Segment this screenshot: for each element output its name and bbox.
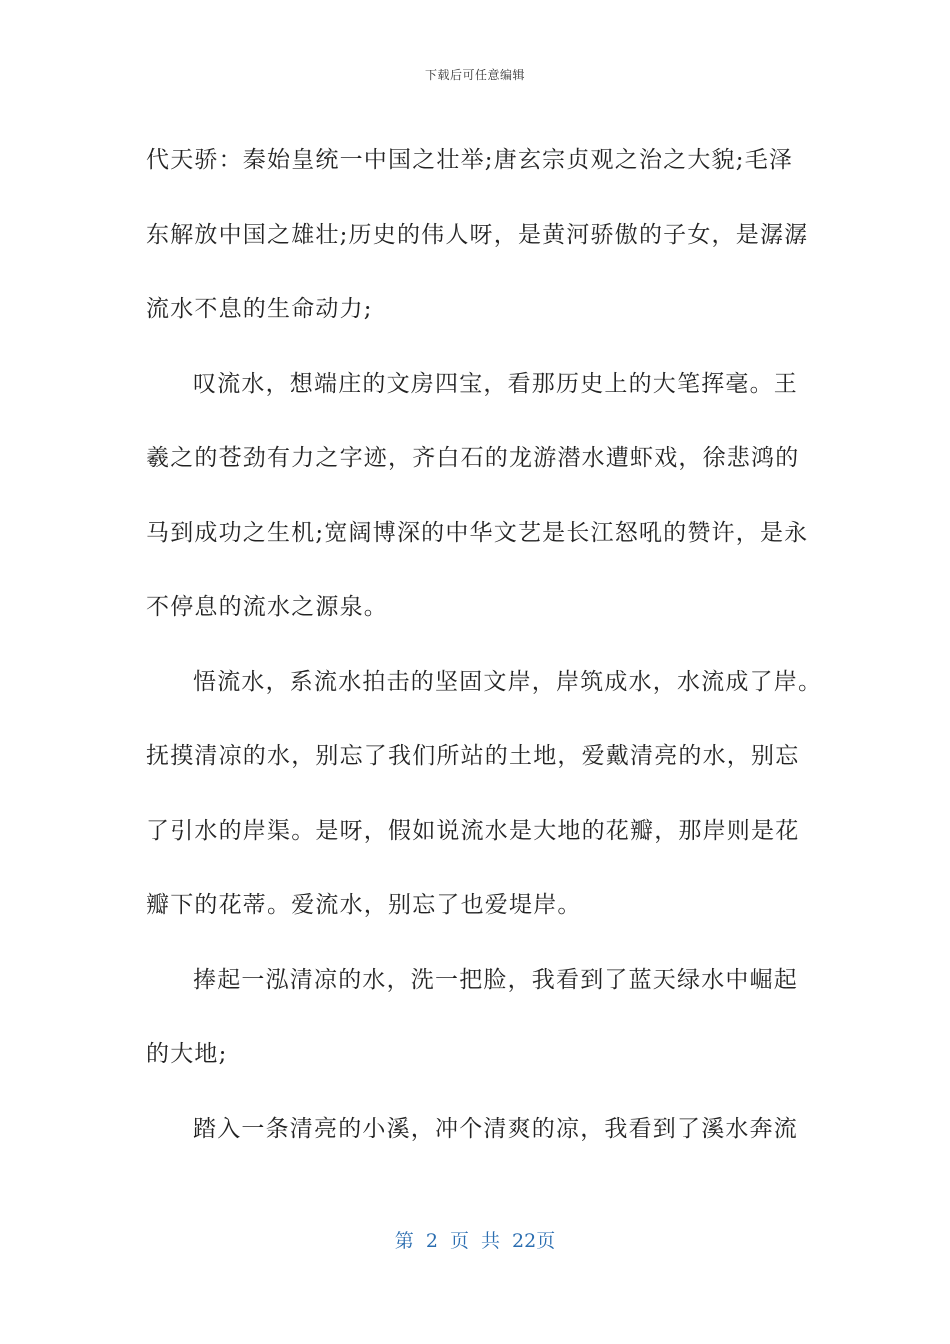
paragraph-start-line: 踏入一条清亮的小溪，冲个清爽的凉，我看到了溪水奔流 xyxy=(193,1115,798,1142)
text-line: 东解放中国之雄壮;历史的伟人呀，是黄河骄傲的子女，是潺潺 xyxy=(146,221,809,248)
text-line: 了引水的岸渠。是呀，假如说流水是大地的花瓣，那岸则是花 xyxy=(146,817,800,844)
text-line: 代天骄：秦始皇统一中国之壮举;唐玄宗贞观之治之大貌;毛泽 xyxy=(146,147,794,173)
text-line: 流水不息的生命动力; xyxy=(146,296,373,322)
paragraph-start-line: 捧起一泓清凉的水，洗一把脸，我看到了蓝天绿水中崛起 xyxy=(193,966,798,993)
text-line: 不停息的流水之源泉。 xyxy=(146,594,388,620)
text-line: 的大地; xyxy=(146,1041,228,1067)
paragraph-start-line: 悟流水，系流水拍击的坚固文岸，岸筑成水，水流成了岸。 xyxy=(193,668,823,695)
document-body xyxy=(146,123,823,1166)
page-header: 下载后可任意编辑 xyxy=(424,68,525,82)
text-line: 羲之的苍劲有力之字迹，齐白石的龙游潜水遭虾戏，徐悲鸿的 xyxy=(146,445,800,471)
text-line: 瓣下的花蒂。爱流水，别忘了也爱堤岸。 xyxy=(146,892,582,918)
paragraph-start-line: 叹流水，想端庄的文房四宝，看那历史上的大笔挥毫。王 xyxy=(193,370,798,397)
page-number-footer: 第 2 页 共 22页 xyxy=(394,1230,556,1252)
text-line: 抚摸清凉的水，别忘了我们所站的土地，爱戴清亮的水，别忘 xyxy=(146,743,800,769)
text-line: 马到成功之生机;宽阔博深的中华文艺是长江怒吼的赞许，是永 xyxy=(146,519,809,546)
